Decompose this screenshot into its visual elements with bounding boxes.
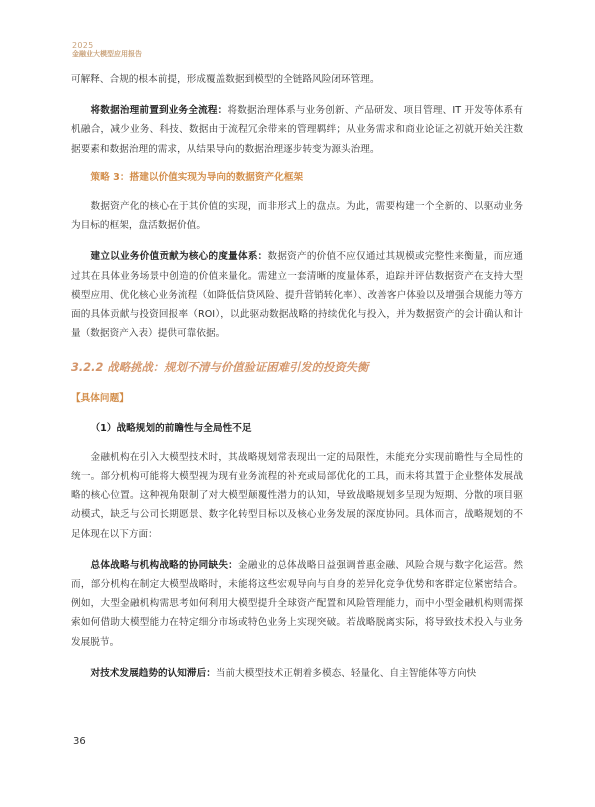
paragraph: 数据资产化的核心在于其价值的实现，而非形式上的盘点。为此，需要构建一个全新的、以驱动业务为目标的框架，盘活数据价值。 bbox=[71, 201, 523, 232]
paragraph-lead: 对技术发展趋势的认知滞后： bbox=[90, 667, 216, 679]
paragraph: 可解释、合规的根本前提，形成覆盖数据到模型的全链路风险闭环管理。 bbox=[71, 74, 380, 85]
problem-tag: 【具体问题】 bbox=[71, 393, 129, 405]
paragraph-text: 当前大模型技术正朝着多模态、轻量化、自主智能体等方向快 bbox=[215, 667, 477, 679]
paragraph bbox=[71, 556, 523, 652]
strategy-heading: 策略 3：搭建以价值实现为导向的数据资产化框架 bbox=[90, 171, 304, 183]
body-content bbox=[71, 70, 523, 683]
header-report-title: 金融业大模型应用报告 bbox=[72, 50, 142, 58]
paragraph-lead: 总体战略与机构战略的协同缺失： bbox=[90, 559, 239, 571]
paragraph bbox=[71, 664, 523, 683]
paragraph-text: 数据资产的价值不应仅通过其规模或完整性来衡量，而应通过其在具体业务场景中创造的价值来量化。需建立一套清晰的度量体系，追踪并评估数据资产在支持大型模型应用、优化核心业务流程（如降低信贷风险、提升营销转化率）、改善客户体验以及增强合规能力等方面的具体贡献与投资回报率（ROI），以此驱动数据战略的持续优化与投入，并为数据资产的会计确认和计量（数据资产入表）提供可靠依据。 bbox=[71, 251, 523, 340]
paragraph-text: 将数据治理体系与业务创新、产品研发、项目管理、IT 开发等体系有机融合，减少业务、科技、数据由于流程冗余带来的管理羁绊；从业务需求和商业论证之初就开始关注数据要素和数据治理的需求，从结果导向的数据治理逐步转变为源头治理。 bbox=[71, 105, 524, 155]
subheading: （1）战略规划的前瞻性与全局性不足 bbox=[90, 422, 252, 434]
paragraph-lead: 建立以业务价值贡献为核心的度量体系： bbox=[90, 251, 268, 263]
page-number: 36 bbox=[73, 736, 86, 747]
header-year: 2025 bbox=[72, 41, 94, 50]
paragraph-lead: 将数据治理前置到业务全流程： bbox=[90, 105, 228, 117]
section-heading: 3.2.2 战略挑战：规划不清与价值验证困难引发的投资失衡 bbox=[71, 361, 369, 375]
page-header bbox=[72, 41, 142, 59]
paragraph: 金融机构在引入大模型技术时，其战略规划常表现出一定的局限性，未能充分实现前瞻性与全局性的统一。部分机构可能将大模型视为现有业务流程的补充或局部优化的工具，而未将其置于企业整体发展战略的核心位置。这种视角限制了对大模型颠覆性潜力的认知，导致战略规划多呈现为短期、分散的项目驱动模式，缺乏与公司长期愿景、数字化转型目标以及核心业务发展的深度协同。具体而言，战略规划的不足体现在以下方面： bbox=[71, 451, 523, 540]
paragraph bbox=[71, 101, 523, 159]
paragraph-text: 金融业的总体战略日益强调普惠金融、风险合规与数字化运营。然而，部分机构在制定大模型战略时，未能将这些宏观导向与自身的差异化竞争优势和客群定位紧密结合。例如，大型金融机构需思考如何利用大模型提升全球资产配置和风险管理能力，而中小型金融机构则需探索如何借助大模型能力在特定细分市场或特色业务上实现突破。若战略脱离实际，将导致技术投入与业务发展脱节。 bbox=[71, 559, 524, 648]
paragraph bbox=[71, 247, 523, 343]
